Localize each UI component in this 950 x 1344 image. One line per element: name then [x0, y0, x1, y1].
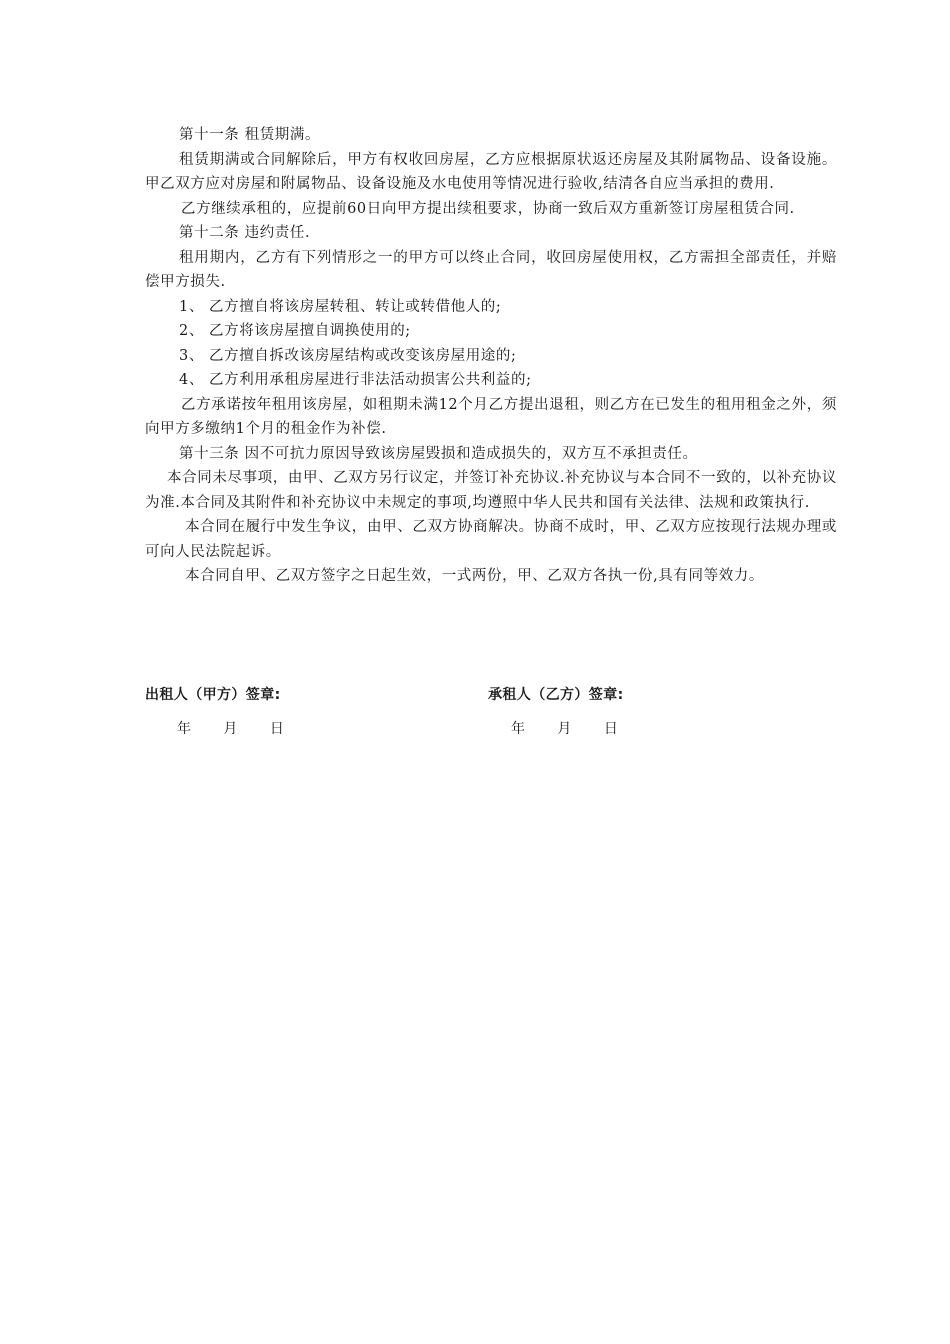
list-item-text: 乙方将该房屋擅自调换使用的; — [209, 323, 411, 339]
article-12-title: 第十二条 违约责任. — [179, 225, 311, 241]
article-11-paragraph-2: 乙方继续承租的，应提前60日向甲方提出续租要求，协商一致后双方重新签订房屋租赁合同. — [181, 200, 795, 217]
date-year-label: 年 — [511, 721, 526, 737]
lessee-signature-label: 承租人（乙方）签章: — [488, 687, 624, 703]
date-year-label: 年 — [177, 721, 192, 737]
list-item — [145, 368, 837, 393]
lessor-signature-label: 出租人（甲方）签章: — [145, 687, 281, 703]
list-item-number: 2、 — [179, 323, 204, 339]
lessee-date — [511, 718, 618, 738]
signature-row — [145, 684, 837, 708]
supplementary-clause: 本合同未尽事项，由甲、乙双方另行议定，并签订补充协议.补充协议与本合同不一致的，以补充协议为准.本合同及其附件和补充协议中未规定的事项,均遵照中华人民共和国有关法律、法规和政策执行. — [145, 470, 837, 511]
list-item-text: 乙方利用承租房屋进行非法活动损害公共利益的; — [209, 372, 532, 388]
article-11-paragraph-1: 租赁期满或合同解除后，甲方有权收回房屋，乙方应根据原状返还房屋及其附属物品、设备设施。甲乙双方应对房屋和附属物品、设备设施及水电使用等情况进行验收,结清各自应当承担的费用. — [145, 151, 837, 192]
lessor-date — [177, 718, 284, 738]
effective-clause: 本合同自甲、乙双方签字之日起生效，一式两份，甲、乙双方各执一份,具有同等效力。 — [185, 568, 765, 584]
article-11-title: 第十一条 租赁期满。 — [179, 127, 321, 143]
article-13: 第十三条 因不可抗力原因导致该房屋毁损和造成损失的，双方互不承担责任。 — [179, 445, 698, 462]
date-month-label: 月 — [223, 721, 238, 737]
list-item — [145, 344, 837, 369]
list-item-text: 乙方擅自将该房屋转租、转让或转借他人的; — [209, 298, 502, 315]
list-item-text: 乙方擅自拆改该房屋结构或改变该房屋用途的; — [209, 347, 517, 364]
list-item — [145, 319, 837, 344]
list-item-number: 3、 — [179, 347, 204, 364]
date-day-label: 日 — [269, 721, 285, 737]
article-12-paragraph-1: 租用期内，乙方有下列情形之一的甲方可以终止合同，收回房屋使用权，乙方需担全部责任，并赔偿甲方损失. — [145, 249, 837, 290]
article-12-paragraph-2: 乙方承诺按年租用该房屋，如租期未满12个月乙方提出退租，则乙方在已发生的租用租金之外，须向甲方多缴纳1个月的租金作为补偿. — [145, 396, 837, 437]
dispute-clause: 本合同在履行中发生争议，由甲、乙双方协商解决。协商不成时，甲、乙双方应按现行法规办理或可向人民法院起诉。 — [145, 519, 837, 560]
list-item-number: 1、 — [179, 298, 204, 315]
date-month-label: 月 — [557, 721, 572, 737]
date-row — [145, 718, 837, 742]
list-item — [145, 295, 837, 320]
contract-body — [145, 123, 837, 589]
list-item-number: 4、 — [179, 372, 204, 388]
date-day-label: 日 — [603, 721, 619, 737]
